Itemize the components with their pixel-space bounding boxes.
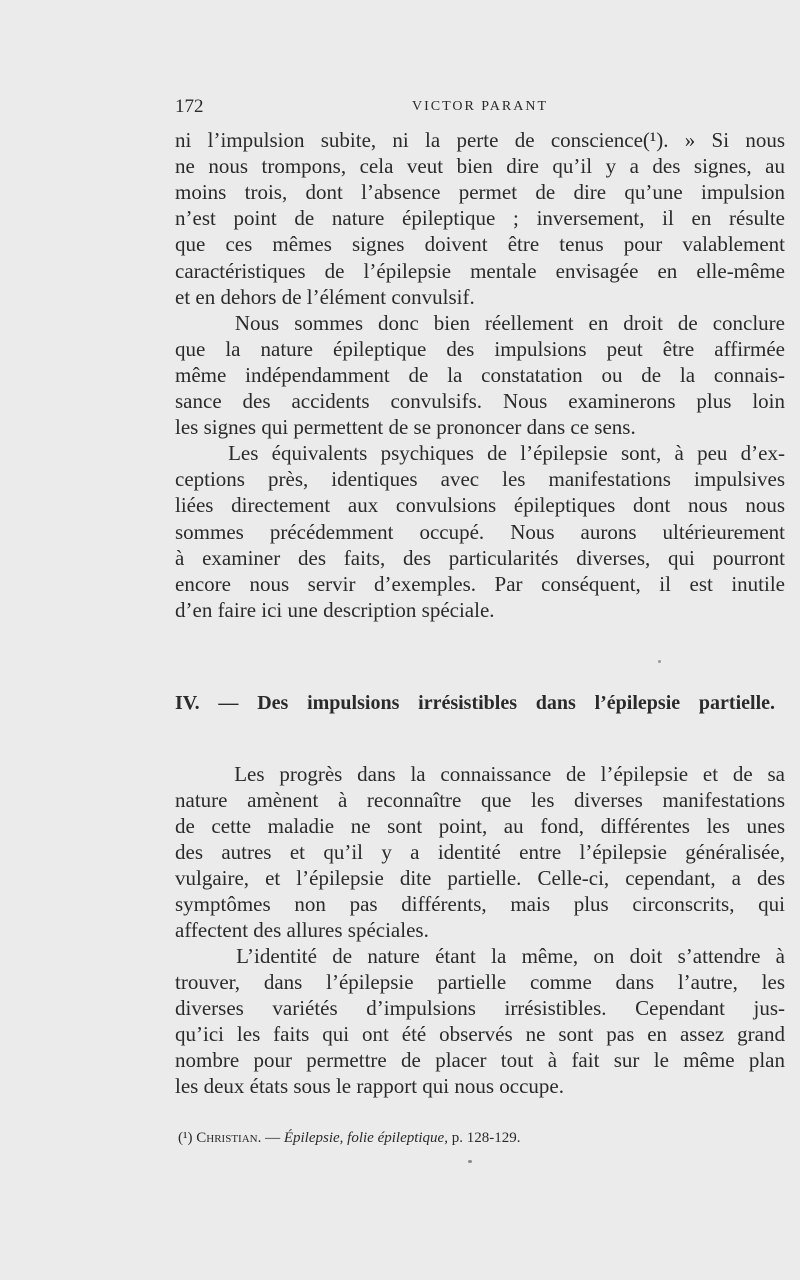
print-speck bbox=[658, 660, 661, 663]
text-line: des autres et qu’il y a identité entre l’épilepsie généralisée, bbox=[175, 840, 785, 864]
text-line: de cette maladie ne sont point, au fond, différentes les unes bbox=[175, 814, 785, 838]
page-number: 172 bbox=[175, 96, 204, 117]
text-line: diverses variétés d’impulsions irrésistibles. Cependant jus- bbox=[175, 996, 785, 1020]
text-line: que ces mêmes signes doivent être tenus pour valablement bbox=[175, 232, 785, 257]
text-line: trouver, dans l’épilepsie partielle comme dans l’autre, les bbox=[175, 970, 785, 994]
text-line: Les équivalents psychiques de l’épilepsie sont, à peu d’ex- bbox=[175, 441, 785, 466]
section-heading: IV. — Des impulsions irrésistibles dans l’épilepsie partielle. bbox=[175, 692, 775, 714]
text-line: ceptions près, identiques avec les manifestations impulsives bbox=[175, 467, 785, 492]
text-line: caractéristiques de l’épilepsie mentale envisagée en elle-même bbox=[175, 258, 785, 283]
text-line: ne nous trompons, cela veut bien dire qu’il y a des signes, au bbox=[175, 154, 785, 179]
text-line: affectent des allures spéciales. bbox=[175, 918, 429, 942]
text-line: L’identité de nature étant la même, on doit s’attendre à bbox=[175, 944, 785, 968]
text-line: à examiner des faits, des particularités diverses, qui pourront bbox=[175, 545, 785, 570]
text-line: moins trois, dont l’absence permet de dire qu’une impulsion bbox=[175, 180, 785, 205]
text-line: encore nous servir d’exemples. Par conséquent, il est inutile bbox=[175, 571, 785, 596]
text-line: que la nature épileptique des impulsions peut être affirmée bbox=[175, 336, 785, 361]
text-line: nombre pour permettre de placer tout à fait sur le même plan bbox=[175, 1048, 785, 1072]
text-line: liées directement aux convulsions épileptiques dont nous nous bbox=[175, 493, 785, 518]
footnote-marker: (¹) bbox=[178, 1130, 193, 1146]
text-line: vulgaire, et l’épilepsie dite partielle. Celle-ci, cependant, a des bbox=[175, 866, 785, 890]
text-line: les signes qui permettent de se prononcer dans ce sens. bbox=[175, 415, 636, 440]
text-line: ni l’impulsion subite, ni la perte de conscience(¹). » Si nous bbox=[175, 128, 785, 152]
text-line: Les progrès dans la connaissance de l’épilepsie et de sa bbox=[175, 762, 785, 786]
text-line: n’est point de nature épileptique ; inversement, il en résulte bbox=[175, 206, 785, 231]
footnote-dash: — bbox=[261, 1130, 284, 1146]
text-line: sommes précédemment occupé. Nous aurons ultérieurement bbox=[175, 519, 785, 544]
text-line: Nous sommes donc bien réellement en droit de conclure bbox=[175, 310, 785, 335]
text-line: qu’ici les faits qui ont été observés ne sont pas en assez grand bbox=[175, 1022, 785, 1046]
text-line: nature amènent à reconnaître que les diverses manifestations bbox=[175, 788, 785, 812]
text-line: sance des accidents convulsifs. Nous examinerons plus loin bbox=[175, 389, 785, 413]
text-line: et en dehors de l’élément convulsif. bbox=[175, 284, 475, 309]
print-speck bbox=[468, 1160, 472, 1163]
footnote bbox=[178, 1130, 520, 1147]
page-header bbox=[175, 96, 785, 120]
running-head: VICTOR PARANT bbox=[411, 99, 549, 114]
text-line: symptômes non pas différents, mais plus circonscrits, qui bbox=[175, 892, 785, 916]
footnote-author: Christian. bbox=[196, 1130, 262, 1146]
text-line: même indépendamment de la constatation ou de la connais- bbox=[175, 362, 785, 387]
text-line: d’en faire ici une description spéciale. bbox=[175, 597, 495, 622]
footnote-title: Épilepsie, folie épileptique, bbox=[283, 1130, 448, 1146]
text-line: les deux états sous le rapport qui nous occupe. bbox=[175, 1074, 564, 1098]
footnote-pages: p. 128-129. bbox=[447, 1130, 521, 1146]
